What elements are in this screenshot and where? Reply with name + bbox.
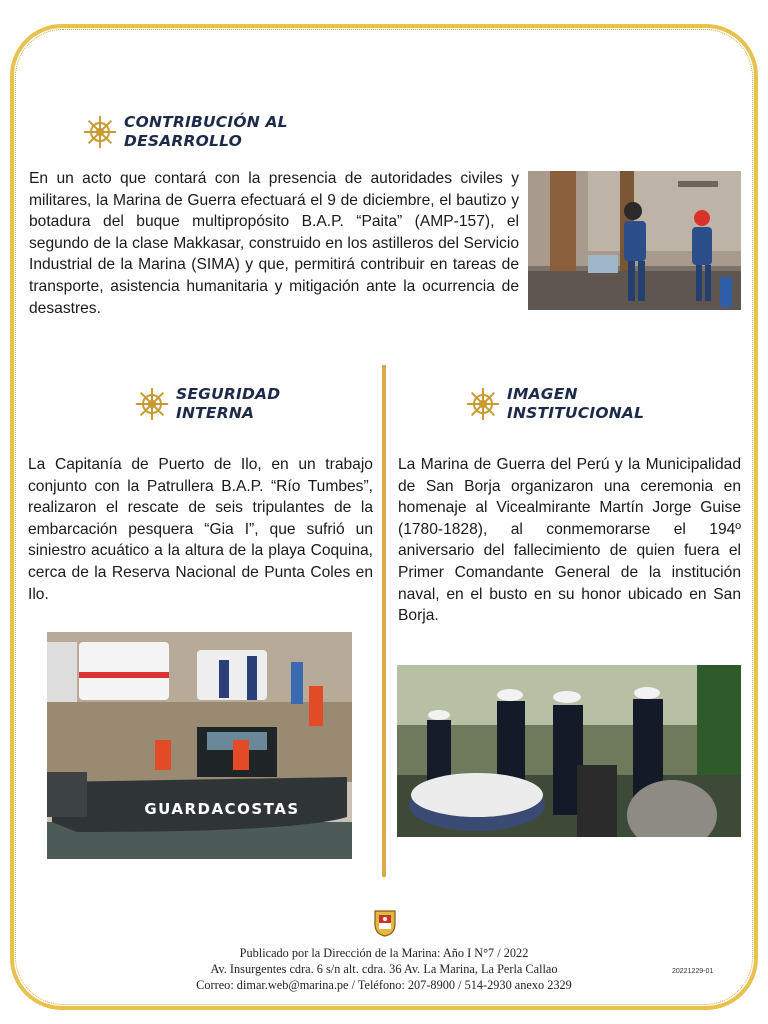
heading-seguridad-line1: SEGURIDAD [176, 385, 281, 403]
footer-line3: Correo: dimar.web@marina.pe / Teléfono: 207-8900 / 514-2930 anexo 2329 [196, 978, 572, 993]
ship-wheel-icon [134, 386, 170, 422]
heading-imagen-line2: INSTITUCIONAL [507, 404, 645, 422]
heading-seguridad-line2: INTERNA [176, 404, 255, 422]
paragraph-contribucion: En un acto que contará con la presencia de autoridades civiles y militares, la Marina de Guerra efectuará el 9 de diciembre, el bautizo y botadura del buque multipropósito B.A.P. “Paita” (AMP-157), el segundo de la clase Makkasar, construido en los astilleros del Servicio Industrial de la Marina (SIMA) y que, permitirá contribuir en tareas de transporte, asistencia humanitaria y mitigación ante la ocurrencia de desastres. [29, 170, 519, 317]
document-code: 20221229-01 [672, 968, 714, 975]
footer-line2: Av. Insurgentes cdra. 6 s/n alt. cdra. 36 Av. La Marina, La Perla Callao [210, 962, 558, 977]
photo-shipyard-workers [528, 171, 741, 310]
heading-imagen [465, 385, 644, 423]
column-divider [382, 365, 386, 877]
heading-contribucion [82, 113, 288, 151]
photo-ceremony [397, 665, 741, 837]
heading-imagen-line1: IMAGEN [507, 385, 578, 403]
boat-label: GUARDACOSTAS [144, 800, 300, 818]
footer-line1: Publicado por la Dirección de la Marina: Año I N°7 / 2022 [239, 946, 529, 960]
navy-crest-icon [370, 908, 400, 938]
ship-wheel-icon [82, 114, 118, 150]
heading-seguridad [134, 385, 280, 423]
paragraph-seguridad: La Capitanía de Puerto de Ilo, en un trabajo conjunto con la Patrullera B.A.P. “Río Tumbes”, realizaron el rescate de seis tripulantes de la embarcación pesquera “Gia I”, que sufrió un siniestro acuático a la altura de la playa Coquina, cerca de la Reserva Nacional de Punta Coles en Ilo. [28, 456, 373, 603]
ship-wheel-icon [465, 386, 501, 422]
photo-guardacostas-boat [47, 632, 352, 859]
heading-contribucion-line2: DESARROLLO [124, 132, 243, 150]
footer [130, 945, 638, 994]
paragraph-imagen: La Marina de Guerra del Perú y la Municipalidad de San Borja organizaron una ceremonia en homenaje al Vicealmirante Martín Jorge Guise (1780-1828), al conmemorarse el 194º aniversario del fallecimiento de quien fuera el Primer Comandante General de la institución naval, en el busto en su honor ubicado en San Borja. [398, 456, 741, 625]
heading-contribucion-line1: CONTRIBUCIÓN AL [124, 113, 288, 131]
